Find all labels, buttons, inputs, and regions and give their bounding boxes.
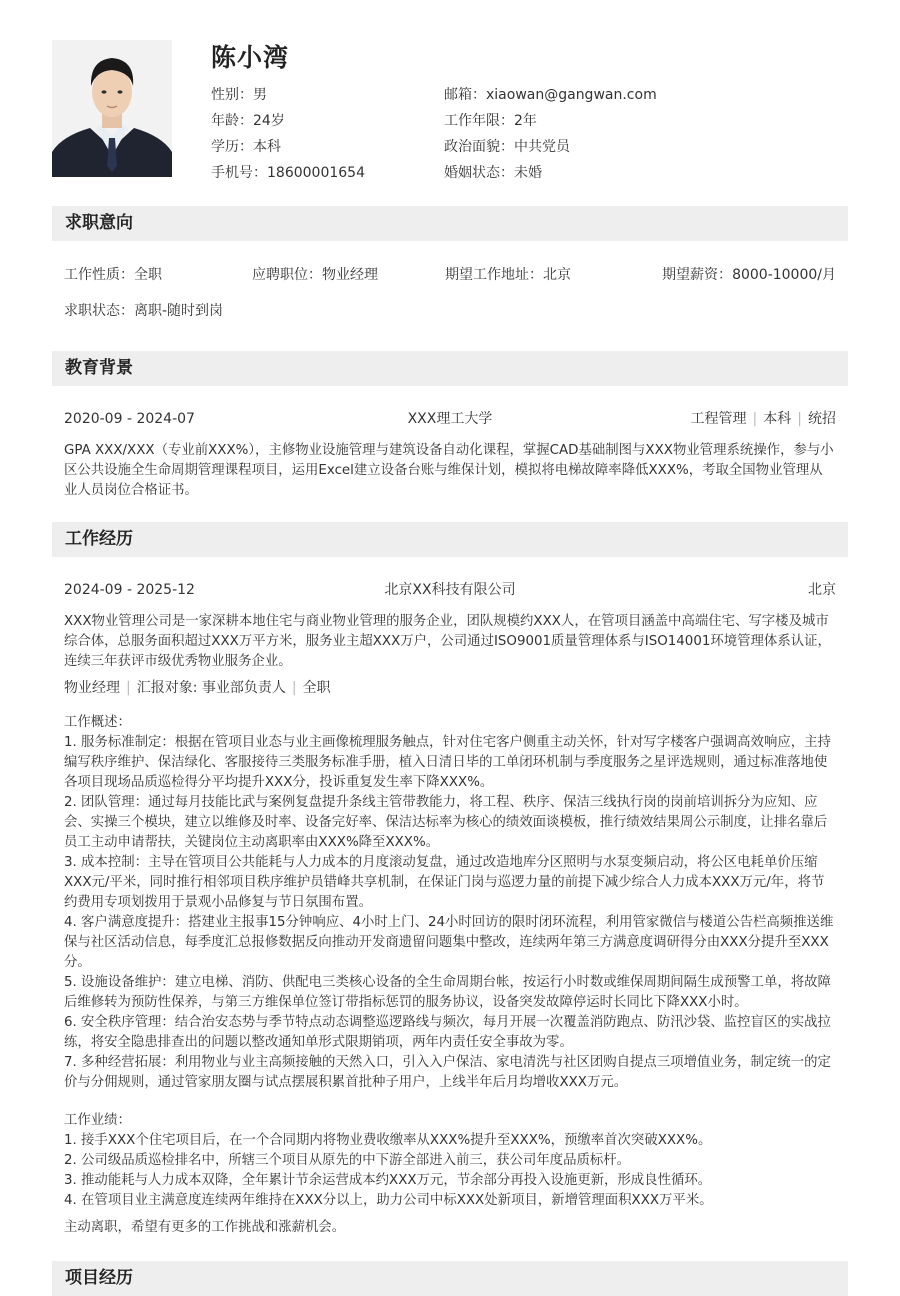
duty-item: 5. 设施设备维护：建立电梯、消防、供配电三类核心设备的全生命周期台帐，按运行小时数或维保周期间隔生成预警工单，将故障后维修转为预防性保养，与第三方维保单位签订带指标惩罚的服务协议，设备突发故障停运时长同比下降XXX小时。 [64, 975, 831, 1010]
section-title: 教育背景 [65, 358, 133, 378]
section-header-work [52, 522, 848, 557]
education-row [64, 409, 836, 429]
school-name: XXX理工大学 [407, 411, 493, 427]
age-value: 24岁 [253, 113, 285, 129]
age-field [211, 108, 444, 134]
info-row [211, 134, 771, 160]
location-field [445, 265, 660, 285]
salary-value: 8000-10000/月 [732, 267, 836, 283]
achievement-item: 4. 在管项目业主满意度连续两年维持在XXX分以上，助力公司中标XXX处新项目，新增管理面积XXX万平米。 [64, 1193, 713, 1208]
work-type-value: 全职 [134, 267, 162, 283]
company-name: 北京XX科技有限公司 [384, 582, 516, 598]
work-years-field [444, 108, 677, 134]
avatar [52, 40, 172, 177]
education-value: 本科 [253, 139, 281, 155]
duty-item: 4. 客户满意度提升：搭建业主报事15分钟响应、4小时上门、24小时回访的限时闭环流程，利用管家微信与楼道公告栏高频推送维保与社区活动信息，每季度汇总报修数据反向推动开发商遗留问题集中整改，连续两年第三方满意度调研得分由XXX分提升至XXX分。 [64, 915, 834, 970]
position-field [252, 265, 445, 285]
company-intro-text: XXX物业管理公司是一家深耕本地住宅与商业物业管理的服务企业，团队规模约XXX人，在管项目涵盖中高端住宅、写字楼及城市综合体，总服务面积超过XXX万平方米，服务业主超XXX万户，公司通过ISO9001质量管理体系与ISO14001环境管理体系认证，连续三年获评市级优秀物业服务企业。 [64, 614, 831, 669]
duty-item: 3. 成本控制：主导在管项目公共能耗与人力成本的月度滚动复盘，通过改造地库分区照明与水泵变频启动，将公区电耗单价压缩XXX元/平米，同时推行相邻项目秩序维护员错峰共享机制，在保证门岗与巡逻力量的前提下减少综合人力成本XXX万元/年，将节约费用专项划拨用于景观小品修复与节日氛围布置。 [64, 855, 825, 910]
study-mode: 统招 [807, 411, 836, 427]
achievement-item: 2. 公司级品质巡检排名中，所辖三个项目从原先的中下游全部进入前三，获公司年度品质标杆。 [64, 1153, 631, 1168]
work-period: 2024-09 - 2025-12 [64, 582, 195, 598]
marital-value: 未婚 [514, 165, 542, 181]
section-header-project [52, 1261, 848, 1296]
email-label: 邮箱： [444, 87, 486, 103]
section-header-education [52, 351, 848, 386]
section-title: 工作经历 [65, 529, 133, 549]
duty-item: 6. 安全秩序管理：结合治安态势与季节特点动态调整巡逻路线与频次，每月开展一次覆盖消防跑点、防汛沙袋、监控盲区的实战拉练，将安全隐患排查出的问题以整改通知单形式限期销项，两年内责任安全事故为零。 [64, 1015, 831, 1050]
location-value: 北京 [543, 267, 571, 283]
achievement-item: 1. 接手XXX个住宅项目后，在一个合同期内将物业费收缴率从XXX%提升至XXX%，预缴率首次突破XXX%。 [64, 1133, 712, 1148]
phone-field [211, 160, 444, 186]
political-field [444, 134, 677, 160]
leave-reason [64, 1218, 836, 1238]
role: 物业经理 [64, 680, 120, 696]
gender-value: 男 [253, 87, 267, 103]
gender-label: 性别： [211, 87, 253, 103]
duty-item: 1. 服务标准制定：根据在管项目业态与业主画像梳理服务触点，针对住宅客户侧重主动关怀，针对写字楼客户强调高效响应，主持编写秩序维护、保洁绿化、客服接待三类服务标准手册，植入日清日毕的工单闭环机制与季度服务之星评选规则，通过标准落地使各项目现场品质巡检得分平均提升XXX分，投诉重复发生率下降XXX%。 [64, 735, 831, 790]
location-label: 期望工作地址： [445, 267, 543, 283]
work-years-label: 工作年限： [444, 113, 514, 129]
info-row [211, 108, 771, 134]
work-overview [64, 713, 836, 1093]
email-field [444, 82, 677, 108]
political-label: 政治面貌： [444, 139, 514, 155]
work-row [64, 580, 836, 600]
overview-title: 工作概述： [64, 715, 131, 730]
education-field [211, 134, 444, 160]
work-type-label: 工作性质： [64, 267, 134, 283]
salary-field [660, 265, 836, 285]
status-field [64, 301, 836, 321]
political-value: 中共党员 [514, 139, 570, 155]
status-value: 离职-随时到岗 [134, 303, 224, 319]
status-label: 求职状态： [64, 303, 134, 319]
report-to: 汇报对象: 事业部负责人 [136, 680, 286, 696]
major: 工程管理 [690, 411, 747, 427]
duty-item: 2. 团队管理：通过每月技能比武与案例复盘提升条线主管带教能力，将工程、秩序、保洁三线执行岗的岗前培训拆分为应知、应会、实操三个模块，建立以维修及时率、设备完好率、保洁达标率为核心的绩效面谈模板，推行绩效结果周公示制度，让排名靠后员工主动申请帮扶，关键岗位主动离职率由XXX%降至XXX%。 [64, 795, 828, 850]
job-type: 全职 [302, 680, 331, 696]
email-value: xiaowan@gangwan.com [486, 87, 657, 103]
phone-label: 手机号： [211, 165, 267, 181]
work-city: 北京 [807, 582, 836, 598]
candidate-name: 陈小湾 [211, 43, 290, 72]
achievement-item: 3. 推动能耗与人力成本双降，全年累计节余运营成本约XXX万元，节余部分再投入设施更新，形成良性循环。 [64, 1173, 712, 1188]
education-period: 2020-09 - 2024-07 [64, 411, 195, 427]
section-title: 项目经历 [65, 1268, 133, 1288]
education-label: 学历： [211, 139, 253, 155]
info-row [211, 160, 771, 186]
work-years-value: 2年 [514, 113, 537, 129]
position-value: 物业经理 [322, 267, 378, 283]
marital-field [444, 160, 677, 186]
marital-label: 婚姻状态： [444, 165, 514, 181]
gender-field [211, 82, 444, 108]
intention-row [64, 265, 836, 285]
section-header-intention [52, 206, 848, 241]
info-row [211, 82, 771, 108]
degree: 本科 [763, 411, 792, 427]
education-tags: 工程管理 | 本科 | 统招 [690, 411, 836, 427]
leave-reason-text: 主动离职，希望有更多的工作挑战和涨薪机会。 [64, 1220, 346, 1235]
salary-label: 期望薪资： [662, 267, 733, 283]
section-title: 求职意向 [65, 213, 133, 233]
phone-value: 18600001654 [267, 165, 365, 181]
education-description-text: GPA XXX/XXX（专业前XXX%），主修物业设施管理与建筑设备自动化课程，掌握CAD基础制图与XXX物业管理系统操作，参与小区公共设施全生命周期管理课程项目，运用Excel建立设备台账与维保计划，模拟将电梯故障率降低XXX%，考取全国物业管理从业人员岗位合格证书。 [64, 443, 834, 498]
work-achievements [64, 1111, 836, 1211]
work-type-field [64, 265, 252, 285]
personal-info [211, 82, 771, 186]
duty-item: 7. 多种经营拓展：利用物业与业主高频接触的天然入口，引入入户保洁、家电清洗与社区团购自提点三项增值业务，制定统一的定价与分佣规则，通过管家朋友圈与试点摆展积累首批种子用户，上线半年后月均增收XXX万元。 [64, 1055, 831, 1090]
achievements-title: 工作业绩： [64, 1113, 131, 1128]
education-description [64, 441, 836, 501]
position-label: 应聘职位： [252, 267, 322, 283]
age-label: 年龄： [211, 113, 253, 129]
person-photo-icon [52, 40, 172, 177]
company-intro [64, 612, 836, 672]
work-tags: 物业经理 | 汇报对象: 事业部负责人 | 全职 [64, 680, 331, 696]
